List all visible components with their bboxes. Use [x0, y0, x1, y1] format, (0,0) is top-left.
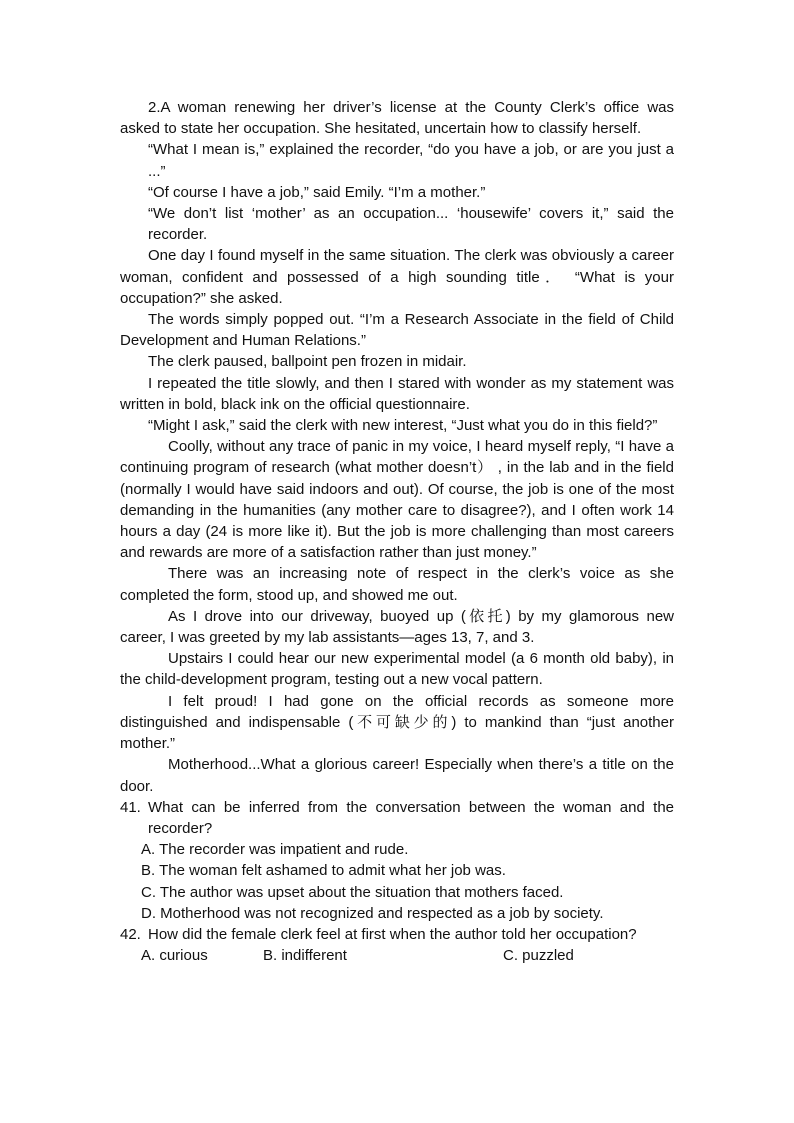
question-number: 41. — [120, 798, 141, 816]
option-a: A. curious — [141, 947, 208, 965]
question-stem: How did the female clerk feel at first when the author told her occupation? — [148, 925, 637, 943]
question-stem: What can be inferred from the conversation between the woman and the recorder? — [148, 798, 674, 837]
option-a: A. The recorder was impatient and rude. — [141, 841, 409, 859]
question-42-options — [120, 945, 674, 966]
passage-paragraph: “What I mean is,” explained the recorder, “do you have a job, or are you just a ...” — [148, 141, 674, 180]
question-41 — [120, 797, 674, 839]
passage-paragraph: Motherhood...What a glorious career! Especially when there’s a title on the door. — [120, 756, 674, 795]
passage-paragraph: There was an increasing note of respect in the clerk’s voice as she completed the form, stood up, and showed me out. — [120, 565, 674, 604]
passage-paragraph: Upstairs I could hear our new experimental model (a 6 month old baby), in the child-development program, testing out a new vocal pattern. — [120, 650, 674, 689]
option-d: D. Motherhood was not recognized and respected as a job by society. — [141, 904, 604, 922]
option-b: B. indifferent — [263, 947, 347, 965]
passage-paragraph: “Might I ask,” said the clerk with new interest, “Just what you do in this field?” — [148, 417, 658, 435]
option-b: B. The woman felt ashamed to admit what her job was. — [141, 862, 506, 880]
passage-paragraph: One day I found myself in the same situation. The clerk was obviously a career woman, confident and possessed of a high sounding title． “What is your occupation?” she asked. — [120, 247, 674, 307]
passage-paragraph: I repeated the title slowly, and then I stared with wonder as my statement was written in bold, black ink on the official questionnaire. — [120, 374, 674, 413]
passage-paragraph: The clerk paused, ballpoint pen frozen in midair. — [148, 353, 467, 371]
question-41-options — [120, 839, 674, 924]
question-42 — [120, 924, 674, 945]
passage-paragraph: As I drove into our driveway, buoyed up (依托) by my glamorous new career, I was greeted by my lab assistants—ages 13, 7, and 3. — [120, 607, 674, 647]
passage-paragraph: The words simply popped out. “I’m a Research Associate in the field of Child Development and Human Relations.” — [120, 311, 674, 350]
passage-paragraph: “Of course I have a job,” said Emily. “I’m a mother.” — [148, 183, 486, 201]
passage-paragraph: Coolly, without any trace of panic in my voice, I heard myself reply, “I have a continuing program of research (what mother doesn’t） , in the lab and in the field (normally I would have said indoors and out). Of course, the job is one of the most demanding in the humanities (any mother care to disagree?), and I often work 14 hours a day (24 is more like it). But the job is more challenging than most careers and rewards are more of a satisfaction rather than just money.” — [120, 438, 674, 562]
reading-passage-section — [120, 97, 674, 966]
passage-paragraph: I felt proud! I had gone on the official records as someone more distinguished and indispensable (不可缺少的) to mankind than “just another mother.” — [120, 692, 674, 753]
question-number: 42. — [120, 925, 141, 943]
passage-paragraph: “We don’t list ‘mother’ as an occupation... ‘housewife’ covers it,” said the recorder. — [148, 205, 674, 244]
passage-paragraph: 2.A woman renewing her driver’s license at the County Clerk’s office was asked to state her occupation. She hesitated, uncertain how to classify herself. — [120, 99, 674, 138]
passage — [120, 97, 674, 797]
option-c: C. The author was upset about the situation that mothers faced. — [141, 883, 564, 901]
option-c: C. puzzled — [503, 947, 574, 965]
